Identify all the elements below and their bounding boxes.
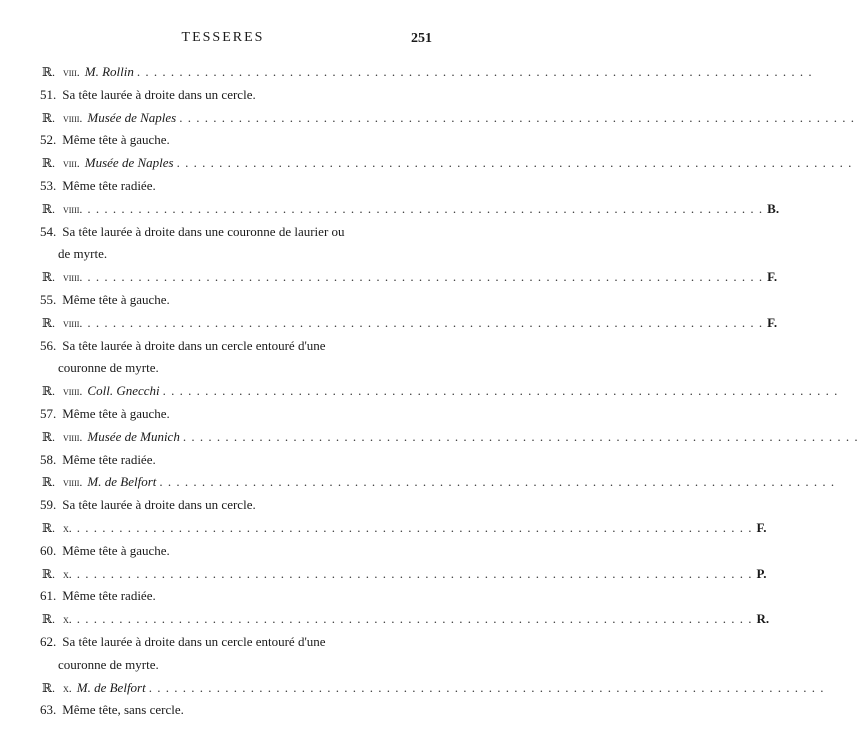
reverse-numeral: viii. <box>62 156 80 171</box>
reverse-numeral: viiii. <box>62 429 83 444</box>
rarity-mark: B. <box>767 200 780 216</box>
reverse-symbol: ℝ. <box>42 65 55 79</box>
reverse-symbol: ℝ. <box>42 384 55 399</box>
leader-dots: . . . . . . . . . . . . . . . . . . . . . . . . . . . . . . . . . . . . . . . . . . . . . . . . . . . . . . . . . . . . . . . . . . . . . . . . . . . . . . . . <box>87 269 764 285</box>
entry-number: 59. <box>40 497 57 513</box>
entry-description <box>40 586 408 606</box>
reverse-symbol: ℝ. <box>42 201 55 216</box>
entry-description <box>40 290 408 310</box>
rarity-mark: F. <box>767 314 778 330</box>
entry-number: 61. <box>40 588 57 604</box>
entry-description <box>40 541 408 561</box>
reverse-line <box>38 564 767 584</box>
entry-text: Sa tête laurée à droite dans un cercle entouré d'une <box>62 337 326 353</box>
leader-dots: . . . . . . . . . . . . . . . . . . . . . . . . . . . . . . . . . . . . . . . . . . . . . . . . . . . . . . . . . . . . . . . . . . . . . . . . . . . . . . . . <box>182 428 859 444</box>
reverse-line <box>38 313 778 333</box>
page-number: 251 <box>411 31 432 46</box>
entry-number: 51. <box>40 86 57 102</box>
source-collection: Musée de Munich <box>87 428 180 444</box>
entry-number: 53. <box>40 178 57 193</box>
entry-text: Sa tête laurée à droite dans un cercle. <box>62 86 256 102</box>
entry-text: Sa tête laurée à droite dans un cercle entouré d'une <box>62 634 326 649</box>
reverse-symbol: ℝ. <box>42 612 55 627</box>
entry-description <box>40 632 408 652</box>
entry-text: Sa tête laurée à droite dans un cercle. <box>62 497 256 513</box>
page-header <box>0 30 446 50</box>
reverse-numeral: viii. <box>62 65 80 79</box>
source-collection: M. de Belfort <box>76 679 146 695</box>
entry-description <box>40 222 408 242</box>
running-title: TESSERES <box>181 30 265 45</box>
source-collection: M. Rollin <box>84 64 134 79</box>
reverse-line <box>38 267 778 287</box>
reverse-line <box>38 62 813 82</box>
reverse-numeral: viiii. <box>62 475 83 490</box>
reverse-line <box>38 199 780 219</box>
reverse-numeral: viiii. <box>62 110 83 125</box>
reverse-symbol: ℝ. <box>42 156 55 171</box>
rarity-mark: R. <box>756 611 770 627</box>
entry-description <box>40 130 408 150</box>
entry-continuation: couronne de myrte. <box>58 656 159 672</box>
reverse-numeral: viiii. <box>62 201 83 216</box>
leader-dots: . . . . . . . . . . . . . . . . . . . . . . . . . . . . . . . . . . . . . . . . . . . . . . . . . . . . . . . . . . . . . . . . . . . . . . . . . . . . . . . . <box>87 200 764 216</box>
entry-text: Même tête à gauche. <box>62 542 170 558</box>
rarity-mark: F. <box>767 269 778 285</box>
leader-dots: . . . . . . . . . . . . . . . . . . . . . . . . . . . . . . . . . . . . . . . . . . . . . . . . . . . . . . . . . . . . . . . . . . . . . . . . . . . . . . . . <box>162 383 839 399</box>
leader-dots: . . . . . . . . . . . . . . . . . . . . . . . . . . . . . . . . . . . . . . . . . . . . . . . . . . . . . . . . . . . . . . . . . . . . . . . . . . . . . . . . <box>159 474 836 490</box>
reverse-line <box>38 472 836 492</box>
reverse-symbol: ℝ. <box>42 680 55 695</box>
entry-text: Sa tête laurée à droite dans une couronne de laurier ou <box>62 223 345 239</box>
reverse-symbol: ℝ. <box>42 270 55 285</box>
reverse-symbol: ℝ. <box>42 521 55 535</box>
reverse-line <box>38 609 770 629</box>
entry-description <box>40 336 408 356</box>
reverse-numeral: viiii. <box>62 315 83 330</box>
reverse-line <box>38 678 825 698</box>
source-collection: Musée de Naples <box>84 155 174 171</box>
entry-continuation: de myrte. <box>58 246 108 262</box>
entry-description <box>40 176 408 196</box>
entry-description <box>40 700 408 720</box>
entry-text: Même tête à gauche. <box>62 132 170 148</box>
entry-description <box>40 495 408 515</box>
reverse-line <box>38 381 839 401</box>
source-collection: M. de Belfort <box>87 474 157 490</box>
reverse-symbol: ℝ. <box>42 475 55 490</box>
reverse-numeral: x. <box>62 566 72 581</box>
entry-number: 58. <box>40 451 57 467</box>
entry-number: 52. <box>40 132 57 148</box>
leader-dots: . . . . . . . . . . . . . . . . . . . . . . . . . . . . . . . . . . . . . . . . . . . . . . . . . . . . . . . . . . . . . . . . . . . . . . . . . . . . . . . . <box>179 109 855 125</box>
reverse-numeral: x. <box>62 521 72 535</box>
reverse-numeral: viiii. <box>62 270 83 285</box>
leader-dots: . . . . . . . . . . . . . . . . . . . . . . . . . . . . . . . . . . . . . . . . . . . . . . . . . . . . . . . . . . . . . . . . . . . . . . . . . . . . . . . . <box>76 520 753 535</box>
reverse-symbol: ℝ. <box>42 110 55 125</box>
entry-text: Même tête, sans cercle. <box>62 702 184 718</box>
reverse-numeral: x. <box>62 680 72 695</box>
entry-continuation: couronne de myrte. <box>58 360 159 376</box>
reverse-line <box>38 427 859 447</box>
leader-dots: . . . . . . . . . . . . . . . . . . . . . . . . . . . . . . . . . . . . . . . . . . . . . . . . . . . . . . . . . . . . . . . . . . . . . . . . . . . . . . . . <box>148 679 825 695</box>
entry-number: 54. <box>40 223 57 239</box>
reverse-symbol: ℝ. <box>42 566 55 581</box>
entry-text: Même tête radiée. <box>62 178 156 193</box>
entry-number: 62. <box>40 634 57 649</box>
reverse-symbol: ℝ. <box>42 429 55 444</box>
reverse-line <box>38 153 853 173</box>
entry-text: Même tête radiée. <box>62 451 156 467</box>
reverse-line <box>38 108 855 128</box>
reverse-numeral: viiii. <box>62 384 83 399</box>
entry-number: 60. <box>40 542 57 558</box>
leader-dots: . . . . . . . . . . . . . . . . . . . . . . . . . . . . . . . . . . . . . . . . . . . . . . . . . . . . . . . . . . . . . . . . . . . . . . . . . . . . . . . . <box>76 611 753 627</box>
leader-dots: . . . . . . . . . . . . . . . . . . . . . . . . . . . . . . . . . . . . . . . . . . . . . . . . . . . . . . . . . . . . . . . . . . . . . . . . . . . . . . . . <box>76 565 753 581</box>
leader-dots: . . . . . . . . . . . . . . . . . . . . . . . . . . . . . . . . . . . . . . . . . . . . . . . . . . . . . . . . . . . . . . . . . . . . . . . . . . . . . . . . <box>136 64 813 79</box>
leader-dots: . . . . . . . . . . . . . . . . . . . . . . . . . . . . . . . . . . . . . . . . . . . . . . . . . . . . . . . . . . . . . . . . . . . . . . . . . . . . . . . . <box>87 314 764 330</box>
entry-description <box>40 85 408 105</box>
rarity-mark: P. <box>756 565 767 581</box>
rarity-mark: F. <box>756 520 767 535</box>
source-collection: Musée de Naples <box>87 109 177 125</box>
entry-description <box>40 404 408 424</box>
entry-text: Même tête radiée. <box>62 588 156 604</box>
entry-text: Même tête à gauche. <box>62 292 170 307</box>
reverse-line <box>38 518 767 538</box>
source-collection: Coll. Gnecchi <box>87 383 160 399</box>
entry-description <box>40 450 408 470</box>
entry-number: 56. <box>40 337 57 353</box>
entry-text: Même tête à gauche. <box>62 406 170 421</box>
reverse-symbol: ℝ. <box>42 315 55 330</box>
entry-number: 55. <box>40 292 57 307</box>
entry-number: 57. <box>40 406 57 421</box>
reverse-numeral: x. <box>62 612 72 627</box>
entry-number: 63. <box>40 702 57 718</box>
leader-dots: . . . . . . . . . . . . . . . . . . . . . . . . . . . . . . . . . . . . . . . . . . . . . . . . . . . . . . . . . . . . . . . . . . . . . . . . . . . . . . . . <box>176 155 853 171</box>
